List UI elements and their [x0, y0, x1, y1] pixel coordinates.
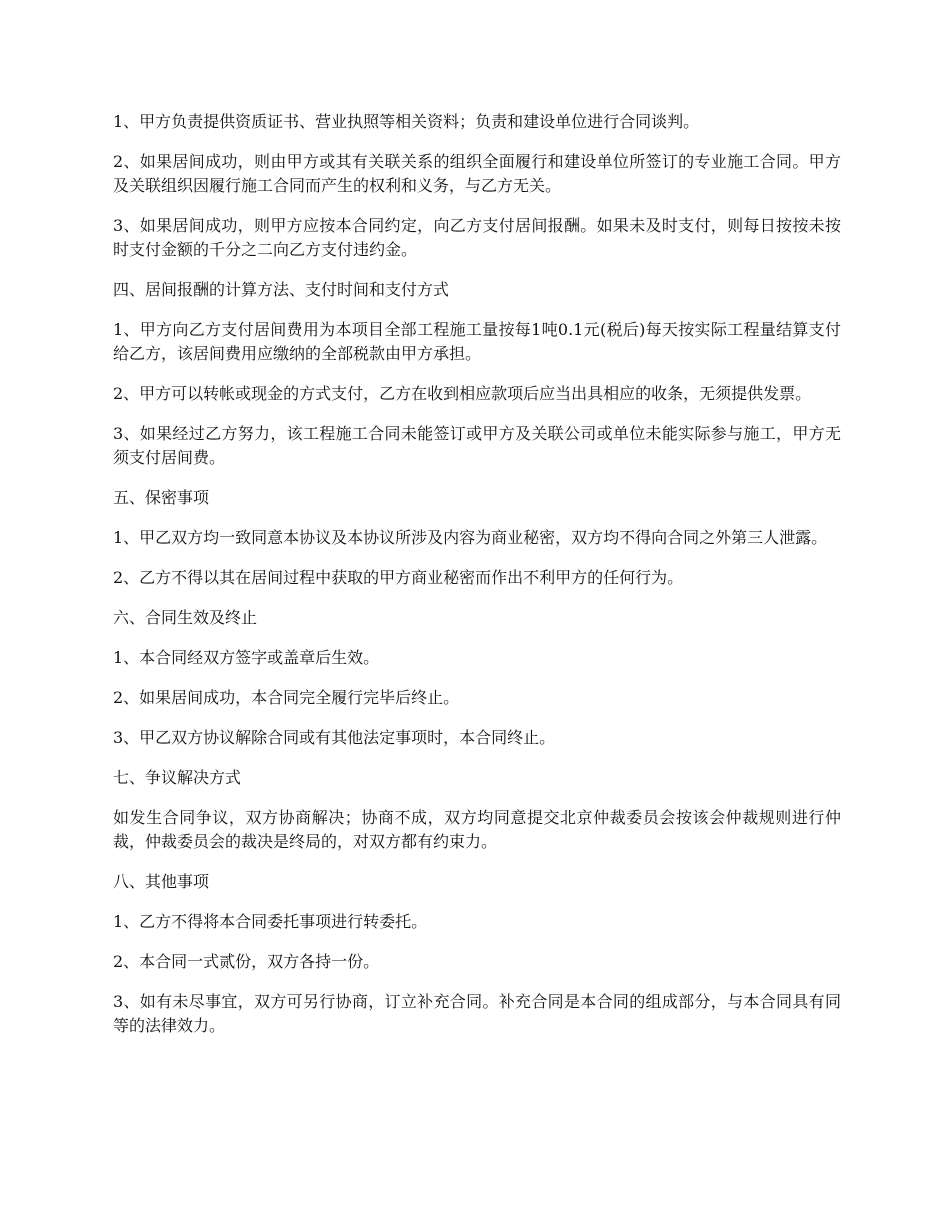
paragraph: 2、甲方可以转帐或现金的方式支付，乙方在收到相应款项后应当出具相应的收条，无须提供发票。 — [113, 384, 812, 403]
section-heading: 七、争议解决方式 — [113, 768, 242, 787]
section-heading: 四、居间报酬的计算方法、支付时间和支付方式 — [113, 280, 450, 299]
paragraph: 2、乙方不得以其在居间过程中获取的甲方商业秘密而作出不利甲方的任何行为。 — [113, 568, 684, 587]
paragraph: 2、本合同一式贰份，双方各持一份。 — [113, 952, 380, 971]
paragraph: 3、甲乙双方协议解除合同或有其他法定事项时，本合同终止。 — [113, 728, 556, 747]
paragraph: 1、甲乙双方均一致同意本协议及本协议所涉及内容为商业秘密，双方均不得向合同之外第三人泄露。 — [113, 528, 828, 547]
paragraph: 1、甲方向乙方支付居间费用为本项目全部工程施工量按每1吨0.1元(税后)每天按实际工程量结算支付给乙方，该居间费用应缴纳的全部税款由甲方承担。 — [113, 320, 841, 363]
paragraph: 2、如果居间成功，则由甲方或其有关联关系的组织全面履行和建设单位所签订的专业施工合同。甲方及关联组织因履行施工合同而产生的权利和义务，与乙方无关。 — [113, 152, 841, 195]
paragraph: 3、如果居间成功，则甲方应按本合同约定，向乙方支付居间报酬。如果未及时支付，则每日按按未按时支付金额的千分之二向乙方支付违约金。 — [113, 216, 841, 259]
section-heading: 五、保密事项 — [113, 488, 210, 507]
paragraph: 如发生合同争议，双方协商解决；协商不成，双方均同意提交北京仲裁委员会按该会仲裁规则进行仲裁，仲裁委员会的裁决是终局的，对双方都有约束力。 — [113, 808, 841, 851]
section-heading: 八、其他事项 — [113, 872, 210, 891]
paragraph: 1、乙方不得将本合同委托事项进行转委托。 — [113, 912, 428, 931]
paragraph: 1、本合同经双方签字或盖章后生效。 — [113, 648, 380, 667]
section-heading: 六、合同生效及终止 — [113, 608, 258, 627]
paragraph: 1、甲方负责提供资质证书、营业执照等相关资料；负责和建设单位进行合同谈判。 — [113, 112, 700, 131]
document-body — [113, 110, 841, 1054]
paragraph: 3、如果经过乙方努力，该工程施工合同未能签订或甲方及关联公司或单位未能实际参与施工，甲方无须支付居间费。 — [113, 424, 841, 467]
paragraph: 3、如有未尽事宜，双方可另行协商，订立补充合同。补充合同是本合同的组成部分，与本合同具有同等的法律效力。 — [113, 992, 841, 1035]
paragraph: 2、如果居间成功，本合同完全履行完毕后终止。 — [113, 688, 460, 707]
